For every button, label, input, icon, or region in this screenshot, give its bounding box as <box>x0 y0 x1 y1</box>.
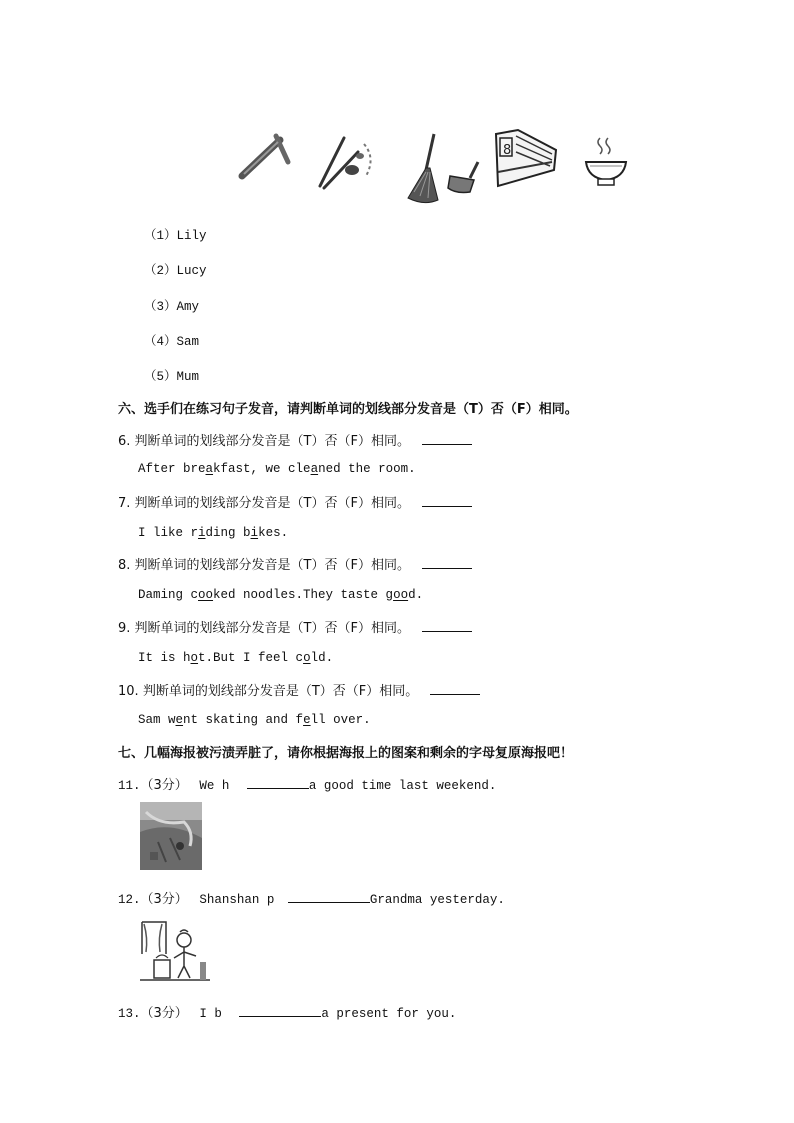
match-item: （1）Lily <box>144 229 207 243</box>
sentence: I like riding bikes. <box>138 526 289 540</box>
train-icon <box>492 128 558 190</box>
underlined-part: e <box>175 713 184 727</box>
question-number: 13. <box>118 1007 141 1021</box>
underlined-part: oo <box>198 588 214 602</box>
section-7-heading: 七、几幅海报被污渍弄脏了，请你根据海报上的图案和剩余的字母复原海报吧！ <box>118 746 574 761</box>
answer-blank[interactable] <box>422 432 472 445</box>
question-number: 11. <box>118 779 141 793</box>
answer-blank[interactable] <box>422 619 472 632</box>
visit-grandma-picture <box>140 918 210 984</box>
question-score: （3分） <box>140 778 188 793</box>
question-number: 6. <box>118 434 131 449</box>
svg-text:8: 8 <box>503 143 512 158</box>
sentence: It is hot.But I feel cold. <box>138 651 334 665</box>
match-item: （4）Sam <box>144 335 200 349</box>
underlined-part: o <box>190 651 199 665</box>
park-picture <box>140 802 202 870</box>
answer-blank[interactable] <box>422 494 472 507</box>
underlined-part: i <box>250 526 259 540</box>
question-number: 9. <box>118 621 131 636</box>
question-line <box>118 430 472 449</box>
noodle-bowl-icon <box>584 134 628 188</box>
underlined-part: o <box>303 651 311 665</box>
answer-blank[interactable] <box>247 776 309 789</box>
question-score: （3分） <box>140 1006 188 1021</box>
answer-blank[interactable] <box>430 682 480 695</box>
question-prompt: 判断单词的划线部分发音是（T）否（F）相同。 <box>142 684 419 699</box>
question-score: （3分） <box>140 892 188 907</box>
section-6-heading: 六、选手们在练习句子发音，请判断单词的划线部分发音是（T）否（F）相同。 <box>118 402 578 417</box>
question-line <box>118 554 472 573</box>
question-line <box>118 617 472 636</box>
question-number: 7. <box>118 496 131 511</box>
underlined-part: oo <box>393 588 409 602</box>
question-prompt: 判断单词的划线部分发音是（T）否（F）相同。 <box>134 621 410 636</box>
broom-dustpan-icon <box>404 132 480 206</box>
question-line <box>118 492 472 511</box>
question-prompt: 判断单词的划线部分发音是（T）否（F）相同。 <box>134 496 410 511</box>
sentence: Sam went skating and fell over. <box>138 713 371 727</box>
question-line: 12.（3分） Shanshan p Grandma yesterday. <box>118 892 505 907</box>
answer-blank[interactable] <box>239 1004 321 1017</box>
broom-sticks-icon <box>236 128 296 184</box>
question-line: 11.（3分） We h a good time last weekend. <box>118 778 497 793</box>
question-prompt: 判断单词的划线部分发音是（T）否（F）相同。 <box>134 558 410 573</box>
question-number: 8. <box>118 558 131 573</box>
match-item: （5）Mum <box>144 370 200 384</box>
match-item: （3）Amy <box>144 300 200 314</box>
underlined-part: a <box>205 462 214 476</box>
underlined-part: i <box>198 526 206 540</box>
question-number: 12. <box>118 893 141 907</box>
chopsticks-icon <box>314 134 378 190</box>
question-prompt: 判断单词的划线部分发音是（T）否（F）相同。 <box>134 434 410 449</box>
question-number: 10. <box>118 684 139 699</box>
underlined-part: e <box>303 713 311 727</box>
match-item: （2）Lucy <box>144 264 207 278</box>
answer-blank[interactable] <box>422 556 472 569</box>
question-line <box>118 680 480 699</box>
answer-blank[interactable] <box>288 890 370 903</box>
question-line: 13.（3分） I b a present for you. <box>118 1006 457 1021</box>
sentence: Daming cooked noodles.They taste good. <box>138 588 424 602</box>
underlined-part: a <box>310 462 319 476</box>
sentence: After breakfast, we cleaned the room. <box>138 462 416 476</box>
